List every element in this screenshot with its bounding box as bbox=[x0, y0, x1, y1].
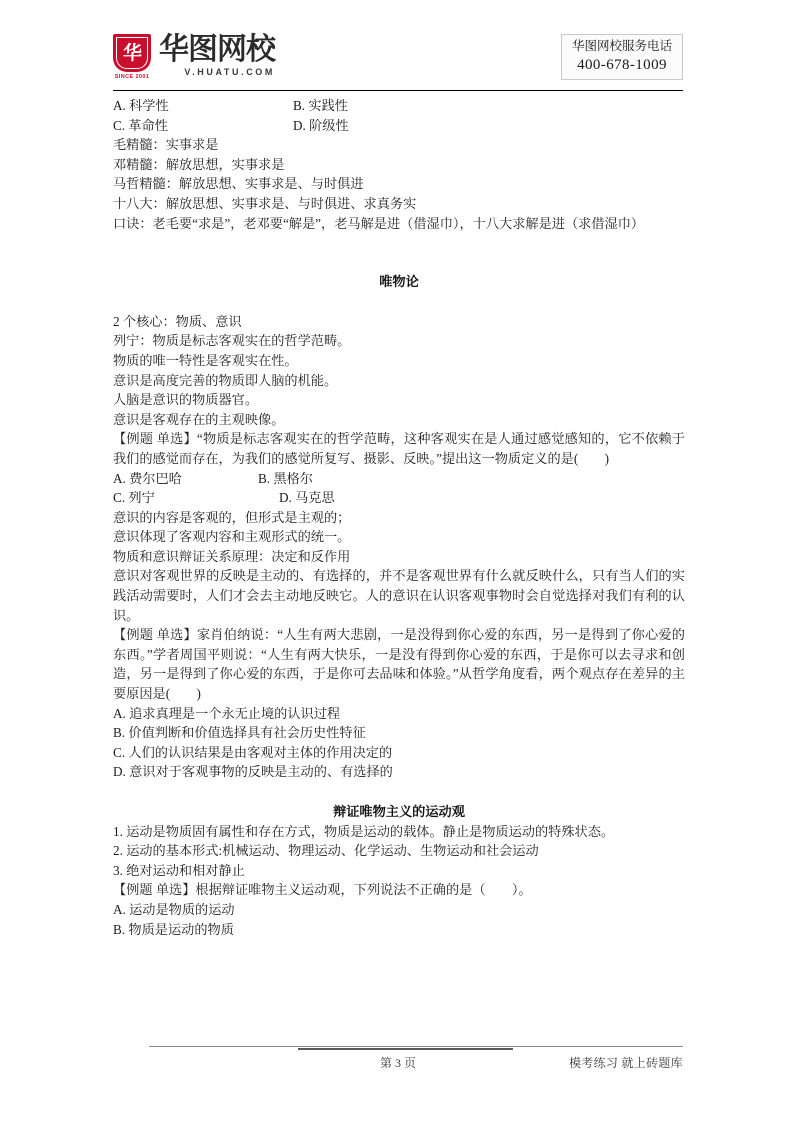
content-line: 1. 运动是物质固有属性和存在方式，物质是运动的载体。静止是物质运动的特殊状态。 bbox=[113, 823, 615, 839]
since-label: SINCE 2001 bbox=[114, 74, 150, 80]
footer-rule-thin bbox=[149, 1046, 683, 1047]
page-number: 第 3 页 bbox=[379, 1056, 416, 1070]
footer-divider bbox=[113, 1046, 683, 1050]
mnemonic-paragraph: 口诀：老毛要“求是”，老邓要“解是”，老马解是进（借湿巾），十八大求解是进（求借湿巾） bbox=[113, 215, 645, 231]
option-a: A. 费尔巴哈 bbox=[113, 470, 182, 486]
page-header bbox=[113, 30, 683, 90]
content-line: 意识的内容是客观的，但形式是主观的； bbox=[113, 509, 351, 525]
content-line: 意识是客观存在的主观映像。 bbox=[113, 411, 285, 427]
shield-shape bbox=[113, 34, 151, 72]
option-line: A. 追求真理是一个永无止境的认识过程 bbox=[113, 705, 341, 721]
footer-row bbox=[113, 1054, 683, 1074]
question-stem: 【例题 单选】根据辩证唯物主义运动观，下列说法不正确的是（ ）。 bbox=[113, 882, 532, 898]
option-line: D. 意识对于客观事物的反映是主动的、有选择的 bbox=[113, 764, 393, 780]
brand-wordmark bbox=[159, 34, 275, 77]
content-line: 2 个核心：物质、意识 bbox=[113, 313, 242, 329]
service-phone-number: 400-678-1009 bbox=[577, 56, 667, 73]
service-phone-label: 华图网校服务电话 bbox=[571, 39, 672, 53]
question-stem: 【例题 单选】“物质是标志客观实在的哲学范畴，这种客观实在是人通过感觉感知的，它不依赖于我们的感觉而存在，为我们的感觉所复写、摄影、反映。”提出这一物质定义的是( ) bbox=[113, 431, 685, 466]
content-line: 意识体现了客观内容和主观形式的统一。 bbox=[113, 529, 351, 545]
vertical-gap bbox=[113, 233, 685, 272]
section-title-materialism: 唯物论 bbox=[379, 274, 419, 290]
option-a: A. 科学性 bbox=[113, 98, 169, 113]
huatu-shield-icon bbox=[113, 34, 153, 82]
shield-glyph: 华 bbox=[122, 42, 141, 64]
content-line: 列宁：物质是标志客观实在的哲学范畴。 bbox=[113, 333, 351, 349]
content-line: 物质和意识辩证关系原理：决定和反作用 bbox=[113, 548, 351, 564]
content-line: 意识是高度完善的物质即人脑的机能。 bbox=[113, 372, 338, 388]
brand-logo bbox=[113, 34, 275, 82]
option-c: C. 列宁 bbox=[113, 490, 155, 506]
option-row bbox=[113, 116, 685, 136]
footer-rule-thick bbox=[298, 1048, 513, 1050]
footer-brand: 模考练习 就上砖题库 bbox=[568, 1056, 683, 1070]
vertical-gap bbox=[113, 782, 685, 802]
option-line: C. 人们的认识结果是由客观对主体的作用决定的 bbox=[113, 744, 393, 760]
option-b: B. 实践性 bbox=[293, 98, 348, 113]
option-line: A. 运动是物质的运动 bbox=[113, 901, 235, 917]
option-row bbox=[113, 488, 685, 508]
content-line: 2. 运动的基本形式:机械运动、物理运动、化学运动、生物运动和社会运动 bbox=[113, 843, 539, 859]
content-line: 物质的唯一特性是客观实在性。 bbox=[113, 352, 298, 368]
option-c: C. 革命性 bbox=[113, 117, 168, 133]
option-row bbox=[113, 96, 685, 116]
brand-name-cn: 华图网校 bbox=[159, 32, 275, 67]
page-footer bbox=[113, 1046, 683, 1074]
option-line: B. 价值判断和价值选择具有社会历史性特征 bbox=[113, 725, 366, 741]
option-d: D. 马克思 bbox=[279, 490, 335, 506]
content-line: 3. 绝对运动和相对静止 bbox=[113, 862, 245, 878]
section-title-motion: 辩证唯物主义的运动观 bbox=[333, 804, 465, 819]
option-line: B. 物质是运动的物质 bbox=[113, 921, 234, 937]
option-b: B. 黑格尔 bbox=[258, 470, 313, 486]
header-divider bbox=[113, 90, 683, 91]
option-row bbox=[113, 469, 685, 489]
page-content bbox=[113, 96, 685, 939]
vertical-gap bbox=[113, 292, 685, 312]
brand-url: V.HUATU.COM bbox=[184, 66, 275, 77]
note-line: 马哲精髓：解放思想、实事求是、与时俱进 bbox=[113, 176, 364, 192]
service-phone-box bbox=[561, 34, 683, 80]
option-d: D. 阶级性 bbox=[293, 117, 349, 133]
note-line: 邓精髓：解放思想，实事求是 bbox=[113, 156, 285, 172]
note-line: 十八大：解放思想、实事求是、与时俱进、求真务实 bbox=[113, 195, 417, 211]
content-line: 人脑是意识的物质器官。 bbox=[113, 392, 259, 408]
note-line: 毛精髓：实事求是 bbox=[113, 137, 219, 153]
explanation-paragraph: 意识对客观世界的反映是主动的、有选择的，并不是客观世界有什么就反映什么，只有当人们的实践活动需要时，人们才会去主动地反映它。人的意识在认识客观事物时会自觉选择对我们有利的认识。 bbox=[113, 568, 685, 623]
question-stem: 【例题 单选】家肖伯纳说：“人生有两大悲剧，一是没得到你心爱的东西，另一是得到了你心爱的东西。”学者周国平则说：“人生有两大快乐，一是没有得到你心爱的东西，于是你可以去寻求和创造，另一是得到了你心爱的东西，于是你可去品味和体验。”从哲学角度看，两个观点存在差异的主要原因是( ) bbox=[113, 627, 685, 702]
